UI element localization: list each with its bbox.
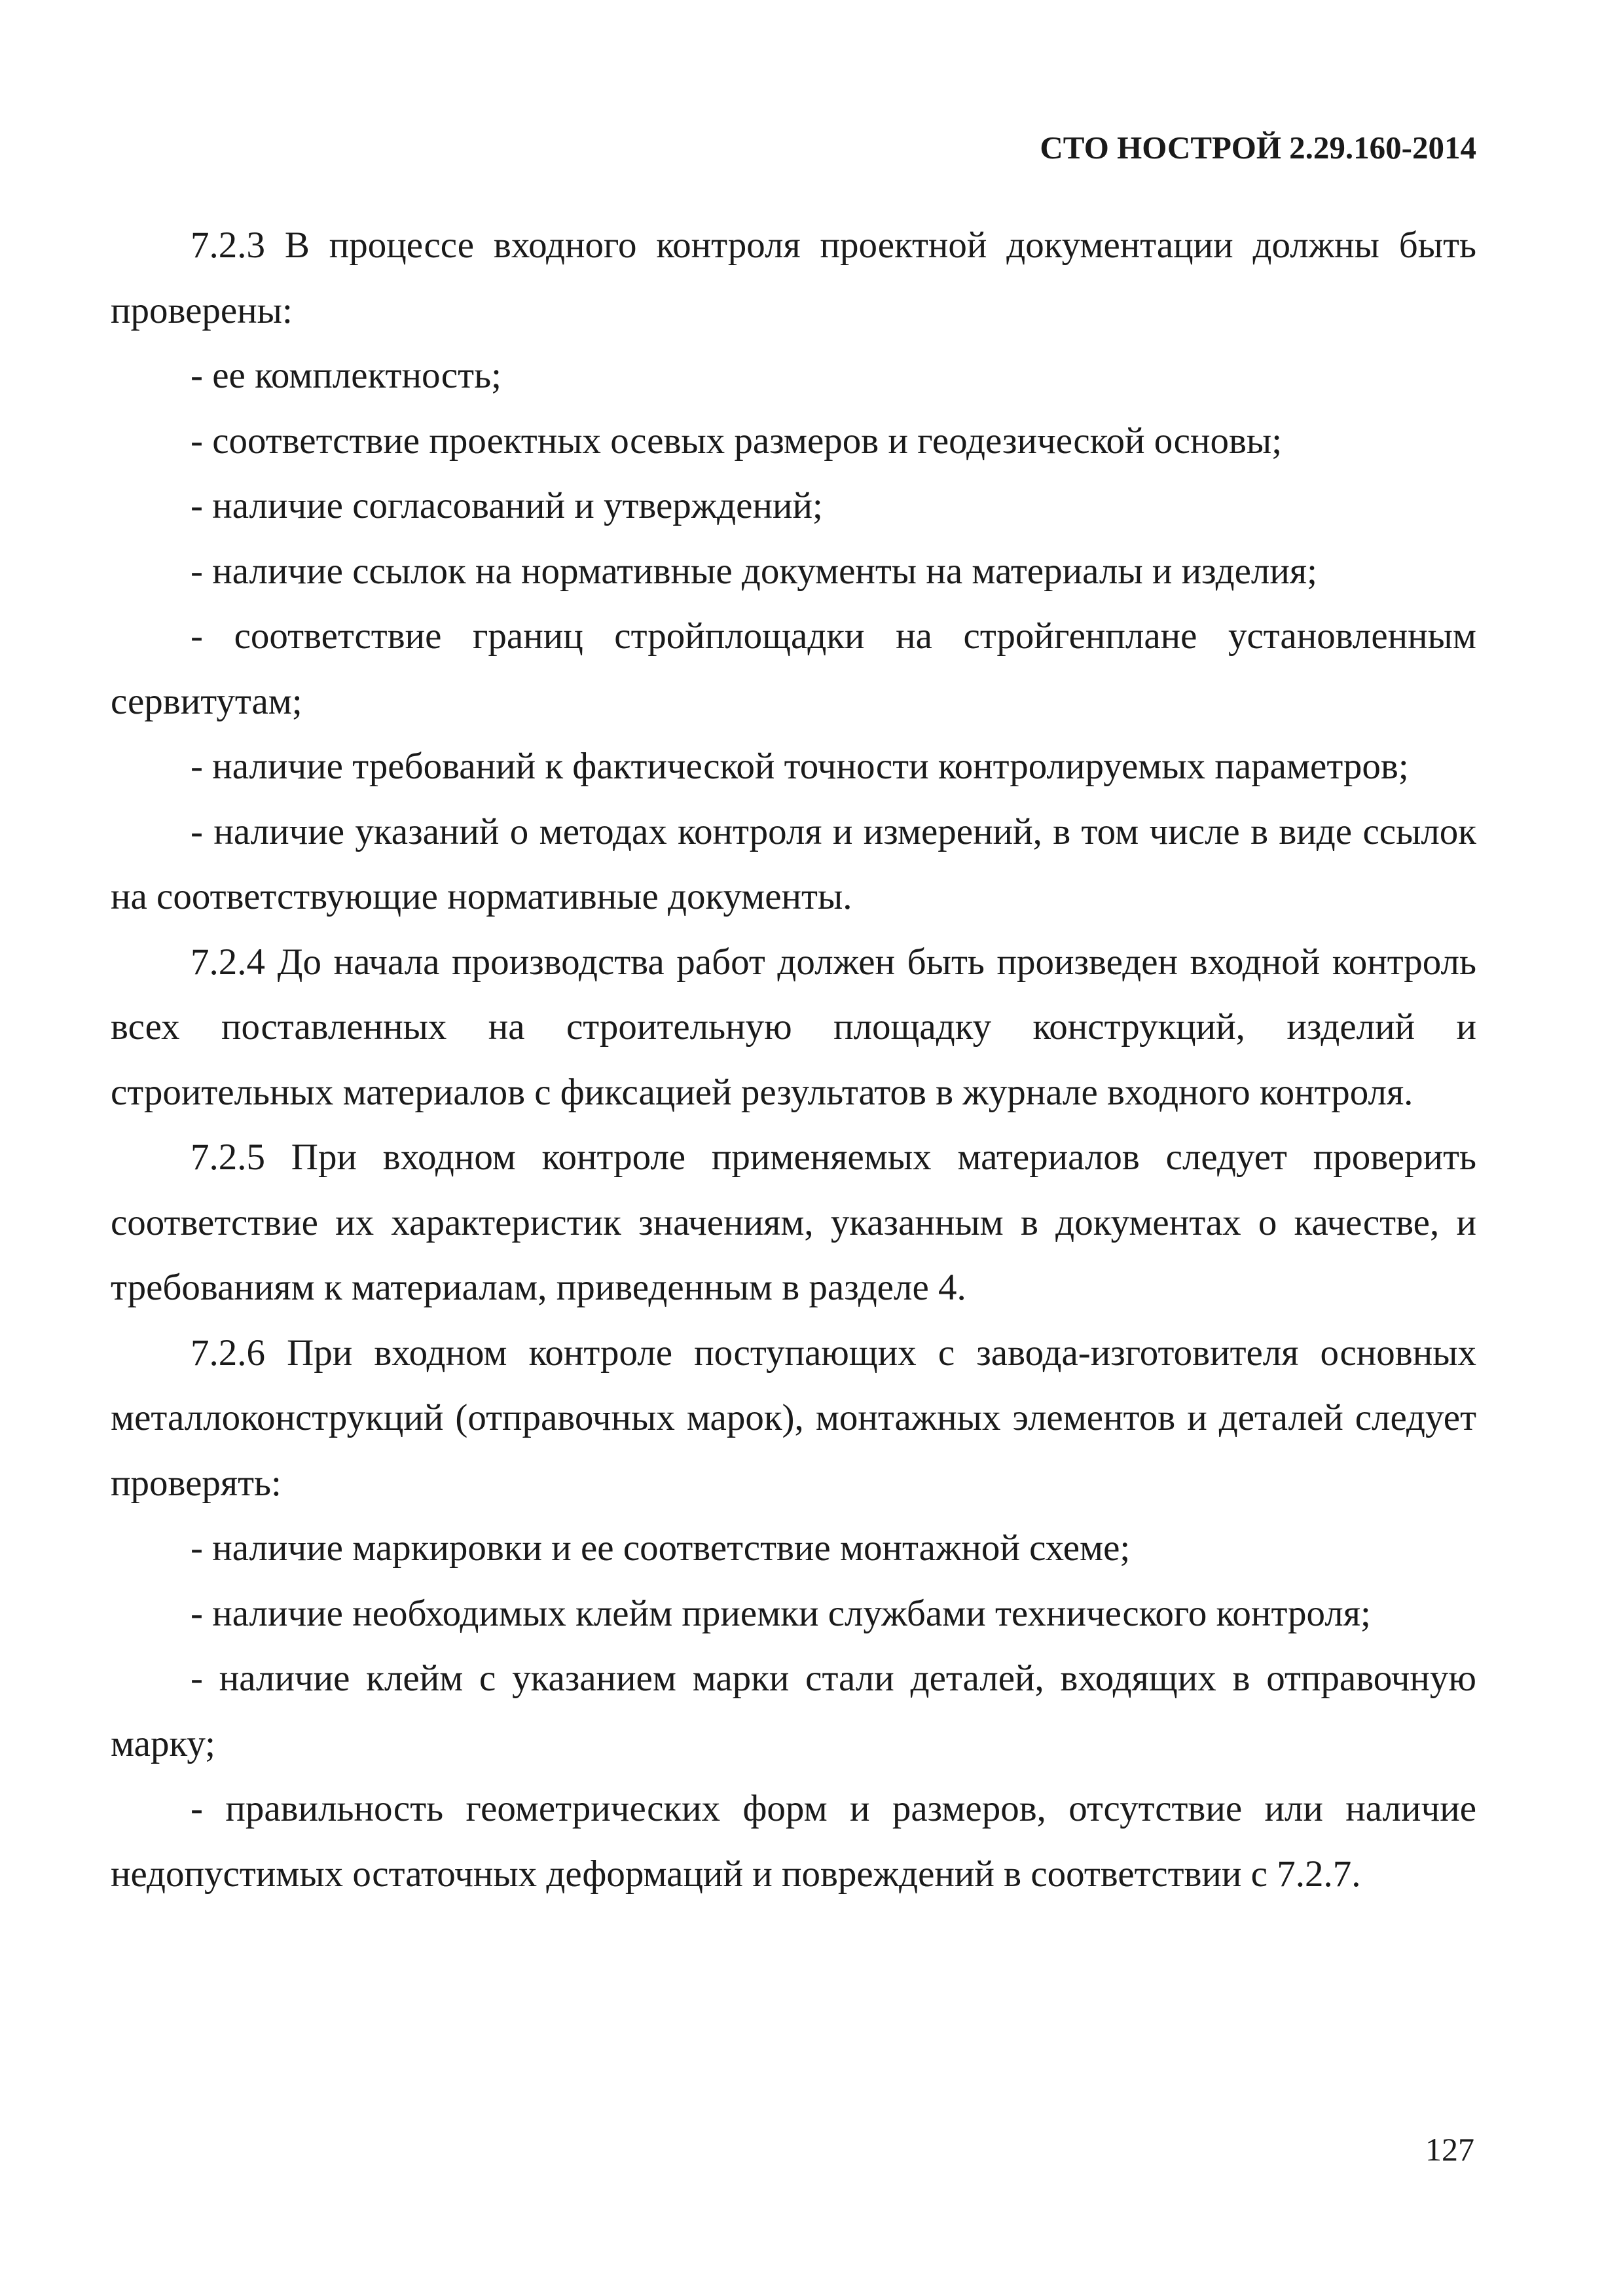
list-item-control-methods: - наличие указаний о методах контроля и измерений, в том числе в виде ссылок на соответствующие нормативные документы.: [111, 811, 1476, 917]
list-item-geometry: - правильность геометрических форм и размеров, отсутствие или наличие недопустимых остаточных деформаций и повреждений в соответствии с 7.2.7.: [111, 1788, 1476, 1895]
paragraph-7-2-5: 7.2.5 При входном контроле применяемых материалов следует проверить соответствие их характеристик значениям, указанным в документах о качестве, и требованиям к материалам, приведенным в разделе 4.: [111, 1137, 1476, 1308]
list-item-steel-grade-stamps: - наличие клейм с указанием марки стали деталей, входящих в отправочную марку;: [111, 1658, 1476, 1764]
paragraph-7-2-6: 7.2.6 При входном контроле поступающих с завода-изготовителя основных металлоконструкций (отправочных марок), монтажных элементов и деталей следует проверять:: [111, 1332, 1476, 1504]
paragraph-7-2-4: 7.2.4 До начала производства работ должен быть произведен входной контроль всех поставленных на строительную площадку конструкций, изделий и строительных материалов с фиксацией результатов в журнале входного контроля.: [111, 941, 1476, 1113]
list-item-completeness: - ее комплектность;: [191, 355, 501, 396]
paragraph-7-2-3: 7.2.3 В процессе входного контроля проектной документации должны быть проверены:: [111, 225, 1476, 331]
list-item-accuracy-requirements: - наличие требований к фактической точности контролируемых параметров;: [191, 746, 1409, 787]
document-code-header: СТО НОСТРОЙ 2.29.160-2014: [1040, 130, 1476, 166]
document-body: [111, 213, 1476, 1906]
list-item-normative-references: - наличие ссылок на нормативные документы на материалы и изделия;: [191, 550, 1317, 592]
list-item-approvals: - наличие согласований и утверждений;: [191, 485, 823, 526]
list-item-axial-dimensions: - соответствие проектных осевых размеров и геодезической основы;: [191, 420, 1283, 462]
list-item-site-boundaries: - соответствие границ стройплощадки на стройгенплане установленным сервитутам;: [111, 615, 1476, 722]
page-number: 127: [1425, 2131, 1474, 2168]
list-item-marking: - наличие маркировки и ее соответствие монтажной схеме;: [191, 1527, 1131, 1569]
list-item-acceptance-stamps: - наличие необходимых клейм приемки службами технического контроля;: [191, 1592, 1371, 1634]
